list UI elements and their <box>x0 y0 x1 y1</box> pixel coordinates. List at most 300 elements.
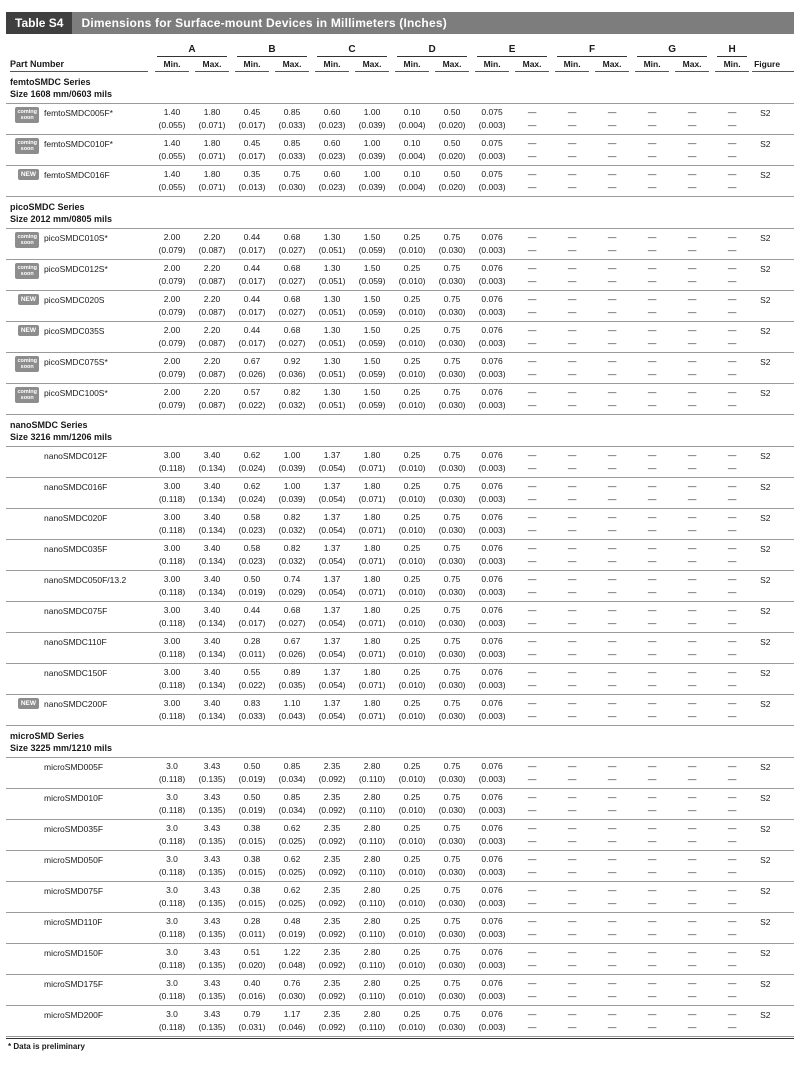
dim-value-cell <box>312 944 352 975</box>
mm-value: — <box>727 325 737 335</box>
column-group-b <box>232 44 312 57</box>
mm-value: — <box>567 169 577 179</box>
mm-value: 0.51 <box>243 947 261 957</box>
dim-value-cell <box>232 944 272 975</box>
minmax-header-label: Max. <box>595 57 629 72</box>
part-row <box>6 975 794 1006</box>
dim-value-cell <box>632 944 672 975</box>
dim-value-cell <box>472 758 512 789</box>
dim-value-cell <box>272 664 312 695</box>
dim-value-cell <box>392 447 432 478</box>
inch-value: (0.092) <box>318 805 346 815</box>
dim-value-cell <box>352 447 392 478</box>
mm-value: — <box>687 667 697 677</box>
dim-value-cell <box>632 1006 672 1037</box>
mm-value: 0.25 <box>403 854 421 864</box>
inch-value: (0.016) <box>238 991 266 1001</box>
inch-value: (0.030) <box>438 556 466 566</box>
mm-value: 0.25 <box>403 325 421 335</box>
figure-cell: S2 <box>752 540 794 571</box>
dim-value-cell <box>632 695 672 726</box>
mm-value: — <box>607 1009 617 1019</box>
dim-value-cell <box>472 447 512 478</box>
inch-value: — <box>647 556 657 566</box>
mm-value: 2.20 <box>203 232 221 242</box>
mm-value: — <box>607 978 617 988</box>
inch-value: (0.055) <box>158 151 186 161</box>
coming-soon-badge-line: soon <box>20 271 34 277</box>
mm-value: — <box>527 232 537 242</box>
part-row <box>6 571 794 602</box>
dim-value-cell <box>472 291 512 322</box>
mm-value: — <box>727 947 737 957</box>
inch-value: (0.079) <box>158 400 186 410</box>
dim-value-cell <box>512 820 552 851</box>
mm-value: 0.75 <box>443 387 461 397</box>
mm-value: — <box>727 169 737 179</box>
dim-value-cell <box>432 166 472 197</box>
inch-value: — <box>607 649 617 659</box>
inch-value: — <box>687 1022 697 1032</box>
inch-value: (0.026) <box>238 369 266 379</box>
dim-value-cell <box>712 882 752 913</box>
inch-value: — <box>527 587 537 597</box>
dim-value-cell <box>512 633 552 664</box>
mm-value: — <box>727 232 737 242</box>
part-row <box>6 322 794 353</box>
inch-value: (0.054) <box>318 649 346 659</box>
mm-value: 1.37 <box>323 481 341 491</box>
inch-value: (0.118) <box>158 867 186 877</box>
mm-value: 0.48 <box>283 916 301 926</box>
dim-value-cell <box>472 913 512 944</box>
part-number: microSMD075F <box>42 882 152 913</box>
figure-cell: S2 <box>752 353 794 384</box>
dim-value-cell <box>232 571 272 602</box>
mm-value: — <box>567 978 577 988</box>
inch-value: — <box>607 556 617 566</box>
coming-soon-badge-line: soon <box>20 395 34 401</box>
mm-value: 0.60 <box>323 138 341 148</box>
inch-value: (0.003) <box>478 991 506 1001</box>
dim-value-cell <box>592 478 632 509</box>
mm-value: 2.80 <box>363 792 381 802</box>
mm-value: 2.35 <box>323 792 341 802</box>
dim-value-cell <box>672 913 712 944</box>
dim-value-cell <box>272 975 312 1006</box>
dim-value-cell <box>632 166 672 197</box>
mm-value: 3.0 <box>166 885 178 895</box>
dim-value-cell <box>432 478 472 509</box>
coming-soon-badge-line: coming <box>17 140 37 146</box>
mm-value: — <box>687 854 697 864</box>
coming-soon-badge-line: soon <box>20 146 34 152</box>
inch-value: (0.003) <box>478 587 506 597</box>
part-row <box>6 135 794 166</box>
dim-value-cell <box>152 135 192 166</box>
mm-value: 0.25 <box>403 667 421 677</box>
inch-value: (0.030) <box>278 991 306 1001</box>
inch-value: (0.118) <box>158 587 186 597</box>
dim-value-cell <box>232 260 272 291</box>
inch-value: (0.030) <box>438 929 466 939</box>
dim-value-cell <box>552 602 592 633</box>
inch-value: — <box>607 618 617 628</box>
dim-value-cell <box>632 664 672 695</box>
mm-value: 0.076 <box>481 761 503 771</box>
inch-value: (0.048) <box>278 960 306 970</box>
inch-value: (0.110) <box>358 836 386 846</box>
mm-value: 3.00 <box>163 605 181 615</box>
mm-value: 0.25 <box>403 636 421 646</box>
mm-value: 0.50 <box>243 761 261 771</box>
dim-value-cell <box>392 291 432 322</box>
new-badge: NEW <box>18 294 39 305</box>
dim-value-cell <box>552 758 592 789</box>
dim-value-cell <box>672 571 712 602</box>
inch-value: (0.019) <box>238 805 266 815</box>
inch-value: (0.026) <box>278 649 306 659</box>
inch-value: — <box>607 960 617 970</box>
inch-value: (0.003) <box>478 836 506 846</box>
mm-value: — <box>647 481 657 491</box>
mm-value: 0.75 <box>443 481 461 491</box>
mm-value: 0.25 <box>403 1009 421 1019</box>
part-row <box>6 291 794 322</box>
mm-value: — <box>687 792 697 802</box>
dim-value-cell <box>432 975 472 1006</box>
table-number-label: Table S4 <box>6 12 72 34</box>
mm-value: 0.076 <box>481 232 503 242</box>
mm-value: 0.75 <box>443 698 461 708</box>
inch-value: — <box>607 400 617 410</box>
dim-value-cell <box>632 975 672 1006</box>
mm-value: 0.75 <box>443 947 461 957</box>
part-row <box>6 260 794 291</box>
inch-value: (0.033) <box>278 151 306 161</box>
inch-value: — <box>567 556 577 566</box>
mm-value: 0.58 <box>243 543 261 553</box>
inch-value: — <box>607 525 617 535</box>
inch-value: (0.003) <box>478 151 506 161</box>
inch-value: (0.054) <box>318 525 346 535</box>
dim-value-cell <box>152 478 192 509</box>
mm-value: 0.85 <box>283 138 301 148</box>
dim-value-cell <box>312 353 352 384</box>
dim-value-cell <box>672 944 712 975</box>
mm-value: 3.43 <box>203 1009 221 1019</box>
inch-value: (0.030) <box>438 245 466 255</box>
mm-value: 0.076 <box>481 1009 503 1019</box>
dim-value-cell <box>552 322 592 353</box>
part-row <box>6 664 794 695</box>
inch-value: (0.134) <box>198 680 226 690</box>
badge-cell <box>6 851 42 882</box>
mm-value: 0.68 <box>283 325 301 335</box>
mm-value: 0.28 <box>243 636 261 646</box>
mm-value: 0.75 <box>443 356 461 366</box>
inch-value: (0.030) <box>438 680 466 690</box>
inch-value: — <box>527 307 537 317</box>
dim-value-cell <box>472 540 512 571</box>
mm-value: 0.62 <box>283 823 301 833</box>
inch-value: — <box>687 245 697 255</box>
dim-value-cell <box>512 540 552 571</box>
part-row <box>6 913 794 944</box>
dim-value-cell <box>392 944 432 975</box>
dim-value-cell <box>672 633 712 664</box>
dim-value-cell <box>512 602 552 633</box>
mm-value: 3.0 <box>166 854 178 864</box>
mm-value: — <box>607 636 617 646</box>
inch-value: (0.010) <box>398 618 426 628</box>
mm-value: 2.80 <box>363 978 381 988</box>
inch-value: (0.017) <box>238 245 266 255</box>
section-header-row <box>6 726 794 758</box>
inch-value: (0.025) <box>278 836 306 846</box>
mm-value: 1.37 <box>323 450 341 460</box>
mm-value: 0.67 <box>243 356 261 366</box>
dim-value-cell <box>552 1006 592 1037</box>
mm-value: 0.79 <box>243 1009 261 1019</box>
inch-value: — <box>527 898 537 908</box>
mm-value: 0.25 <box>403 761 421 771</box>
inch-value: — <box>527 867 537 877</box>
inch-value: (0.004) <box>398 182 426 192</box>
dim-value-cell <box>392 509 432 540</box>
inch-value: — <box>607 463 617 473</box>
mm-value: 1.80 <box>363 667 381 677</box>
inch-value: — <box>607 494 617 504</box>
mm-value: 2.35 <box>323 885 341 895</box>
dim-value-cell <box>392 478 432 509</box>
inch-value: (0.010) <box>398 338 426 348</box>
badge-cell <box>6 789 42 820</box>
dim-value-cell <box>432 384 472 415</box>
mm-value: 0.82 <box>283 543 301 553</box>
size-label: Size 1608 mm/0603 mils <box>10 89 113 99</box>
mm-value: — <box>647 107 657 117</box>
new-badge: NEW <box>18 169 39 180</box>
dim-value-cell <box>432 135 472 166</box>
inch-value: (0.003) <box>478 649 506 659</box>
dim-value-cell <box>392 789 432 820</box>
mm-value: 2.80 <box>363 947 381 957</box>
inch-value: — <box>687 836 697 846</box>
figure-cell: S2 <box>752 571 794 602</box>
inch-value: — <box>527 805 537 815</box>
inch-value: (0.118) <box>158 494 186 504</box>
mm-value: 0.74 <box>283 574 301 584</box>
inch-value: (0.022) <box>238 680 266 690</box>
figure-cell: S2 <box>752 1006 794 1037</box>
dim-value-cell <box>152 944 192 975</box>
dim-value-cell <box>312 384 352 415</box>
inch-value: (0.135) <box>198 836 226 846</box>
inch-value: (0.003) <box>478 276 506 286</box>
inch-value: — <box>727 400 737 410</box>
mm-value: 1.40 <box>163 169 181 179</box>
dim-value-cell <box>152 913 192 944</box>
figure-cell: S2 <box>752 291 794 322</box>
mm-value: 0.75 <box>443 450 461 460</box>
inch-value: (0.092) <box>318 898 346 908</box>
inch-value: (0.071) <box>198 182 226 192</box>
inch-value: — <box>567 494 577 504</box>
mm-value: 0.076 <box>481 387 503 397</box>
inch-value: (0.054) <box>318 463 346 473</box>
badge-cell <box>6 384 42 415</box>
mm-value: 0.62 <box>243 481 261 491</box>
mm-value: 1.30 <box>323 263 341 273</box>
coming-soon-badge-line: coming <box>17 265 37 271</box>
dim-value-cell <box>592 353 632 384</box>
inch-value: — <box>687 463 697 473</box>
inch-value: — <box>647 400 657 410</box>
section-header-row <box>6 72 794 104</box>
mm-value: — <box>567 916 577 926</box>
dim-value-cell <box>712 104 752 135</box>
mm-value: — <box>647 325 657 335</box>
dim-value-cell <box>632 789 672 820</box>
mm-value: 0.44 <box>243 605 261 615</box>
mm-value: 3.0 <box>166 792 178 802</box>
mm-value: — <box>647 605 657 615</box>
badge-cell <box>6 447 42 478</box>
mm-value: — <box>567 325 577 335</box>
dim-value-cell <box>712 789 752 820</box>
mm-value: 0.076 <box>481 636 503 646</box>
mm-value: 1.37 <box>323 605 341 615</box>
mm-value: 0.25 <box>403 698 421 708</box>
inch-value: — <box>647 245 657 255</box>
mm-value: 1.00 <box>283 450 301 460</box>
inch-value: — <box>727 245 737 255</box>
dim-value-cell <box>432 695 472 726</box>
dim-value-cell <box>712 478 752 509</box>
dim-value-cell <box>472 166 512 197</box>
dim-value-cell <box>312 260 352 291</box>
dim-value-cell <box>592 1006 632 1037</box>
inch-value: — <box>527 369 537 379</box>
dim-value-cell <box>672 260 712 291</box>
dim-value-cell <box>392 975 432 1006</box>
inch-value: — <box>607 369 617 379</box>
inch-value: — <box>727 120 737 130</box>
dim-value-cell <box>512 1006 552 1037</box>
dim-value-cell <box>232 633 272 664</box>
dim-value-cell <box>512 695 552 726</box>
inch-value: — <box>687 960 697 970</box>
header-sub-row <box>6 57 794 72</box>
inch-value: — <box>687 276 697 286</box>
dim-value-cell <box>192 851 232 882</box>
mm-value: — <box>687 574 697 584</box>
inch-value: — <box>527 463 537 473</box>
dim-value-cell <box>432 322 472 353</box>
inch-value: — <box>567 151 577 161</box>
inch-value: — <box>727 867 737 877</box>
mm-value: 3.43 <box>203 854 221 864</box>
dim-value-cell <box>272 758 312 789</box>
mm-value: 0.076 <box>481 450 503 460</box>
inch-value: (0.003) <box>478 463 506 473</box>
inch-value: (0.134) <box>198 711 226 721</box>
dim-value-cell <box>672 353 712 384</box>
inch-value: (0.134) <box>198 587 226 597</box>
dim-value-cell <box>352 913 392 944</box>
part-number: microSMD200F <box>42 1006 152 1037</box>
part-row <box>6 882 794 913</box>
minmax-header-label: Min. <box>235 57 269 72</box>
inch-value: (0.003) <box>478 898 506 908</box>
mm-value: 0.75 <box>443 574 461 584</box>
dim-value-cell <box>432 447 472 478</box>
dim-value-cell <box>272 882 312 913</box>
dim-value-cell <box>712 1006 752 1037</box>
mm-value: — <box>607 387 617 397</box>
dim-value-cell <box>592 758 632 789</box>
mm-value: 2.00 <box>163 325 181 335</box>
badge-cell <box>6 944 42 975</box>
inch-value: — <box>607 245 617 255</box>
mm-value: — <box>687 761 697 771</box>
mm-value: — <box>727 481 737 491</box>
dim-value-cell <box>232 166 272 197</box>
mm-value: — <box>527 481 537 491</box>
figure-cell: S2 <box>752 975 794 1006</box>
dim-value-cell <box>312 695 352 726</box>
inch-value: — <box>727 680 737 690</box>
dim-value-cell <box>152 633 192 664</box>
inch-value: — <box>727 338 737 348</box>
dim-value-cell <box>312 882 352 913</box>
mm-value: 0.55 <box>243 667 261 677</box>
inch-value: (0.032) <box>278 556 306 566</box>
inch-value: — <box>727 556 737 566</box>
section-header-row <box>6 415 794 447</box>
dim-value-cell <box>552 291 592 322</box>
mm-value: — <box>607 138 617 148</box>
inch-value: (0.059) <box>358 400 386 410</box>
inch-value: (0.022) <box>238 400 266 410</box>
mm-value: 0.25 <box>403 978 421 988</box>
inch-value: (0.051) <box>318 245 346 255</box>
inch-value: (0.118) <box>158 991 186 1001</box>
inch-value: (0.118) <box>158 774 186 784</box>
mm-value: — <box>567 232 577 242</box>
dim-value-cell <box>512 166 552 197</box>
inch-value: — <box>607 898 617 908</box>
dim-value-cell <box>432 602 472 633</box>
inch-value: (0.023) <box>318 182 346 192</box>
mm-value: 0.076 <box>481 792 503 802</box>
dim-value-cell <box>672 820 712 851</box>
series-name: microSMD Series <box>10 731 85 741</box>
mm-value: 3.0 <box>166 916 178 926</box>
dim-value-cell <box>152 695 192 726</box>
mm-value: — <box>687 232 697 242</box>
mm-value: 1.37 <box>323 574 341 584</box>
inch-value: (0.092) <box>318 867 346 877</box>
mm-value: 0.50 <box>443 138 461 148</box>
mm-value: — <box>727 792 737 802</box>
inch-value: (0.027) <box>278 338 306 348</box>
dim-value-cell <box>432 944 472 975</box>
dim-value-cell <box>512 789 552 820</box>
inch-value: (0.054) <box>318 587 346 597</box>
dim-value-cell <box>712 820 752 851</box>
